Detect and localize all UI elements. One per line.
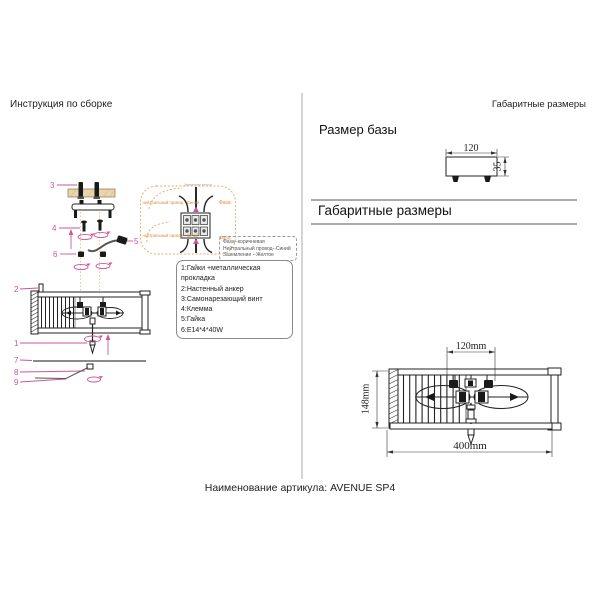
article-name: Наименование артикула: AVENUE SP4 xyxy=(204,482,396,494)
fixture-height-dim: 148mm xyxy=(360,383,372,415)
part-label-6: 6 xyxy=(53,250,58,259)
glass-and-clip-drawing xyxy=(14,356,146,387)
part-label-3: 3 xyxy=(50,181,55,190)
legend-item-5: 5:Гайка xyxy=(181,316,206,324)
base-size-drawing xyxy=(446,143,509,182)
part-label-4: 4 xyxy=(52,224,57,233)
wire-note-ground: Заземление --Желтое xyxy=(223,252,274,259)
wire-note-neutral: Нейтральный провод--Синий xyxy=(223,245,291,252)
assembled-fixture-drawing xyxy=(14,284,150,355)
base-width-dim: 120 xyxy=(463,143,479,154)
part-label-8: 8 xyxy=(14,368,19,377)
fixture-width-dim: 400mm xyxy=(453,440,487,452)
part-label-7: 7 xyxy=(14,356,19,365)
legend-item-2: 2:Настенный анкер xyxy=(181,285,244,293)
overall-dimensions-drawing xyxy=(361,341,562,457)
nuts-drawing xyxy=(53,250,113,270)
wire-color-note xyxy=(219,236,297,261)
wire-note-phase: Фаза--коричневая xyxy=(223,239,265,245)
part-label-2: 2 xyxy=(14,285,19,294)
ground-wire-tiny-label: Заземление желтое xyxy=(184,182,212,187)
phase-wire-label-bottom: Фаза xyxy=(219,235,231,242)
part-label-1: 1 xyxy=(14,339,19,348)
parts-legend xyxy=(176,260,293,339)
assembly-section-title: Инструкция по сборке xyxy=(10,99,113,110)
legend-item-1: 1:Гайки +металлическая прокладка xyxy=(181,265,261,283)
neutral-wire-label-bottom: нейтральный провод - синий xyxy=(142,233,199,238)
section-dividers xyxy=(302,93,577,479)
bracket-drawing xyxy=(72,200,114,218)
fixture-inner-width-dim: 120mm xyxy=(455,341,487,352)
part-label-5: 5 xyxy=(134,237,139,246)
legend-item-3: 3:Самонарезающий винт xyxy=(181,295,263,303)
base-height-dim: 35 xyxy=(492,161,504,172)
screws-drawing xyxy=(52,220,111,250)
part-label-9: 9 xyxy=(14,378,19,387)
dimensions-top-title: Габаритные размеры xyxy=(491,99,586,110)
phase-wire-label-top: Фаза xyxy=(219,200,231,206)
plank-anchor-drawing xyxy=(50,181,115,199)
legend-item-6: 6:E14*4*40W xyxy=(181,326,224,334)
neutral-wire-label-top: нейтральный провод - Синий xyxy=(142,200,200,205)
power-cord-drawing xyxy=(88,235,139,251)
base-size-title: Размер базы xyxy=(319,122,397,137)
dimensions-section-title: Габаритные размеры xyxy=(318,203,452,218)
legend-item-4: 4:Клемма xyxy=(181,306,213,314)
